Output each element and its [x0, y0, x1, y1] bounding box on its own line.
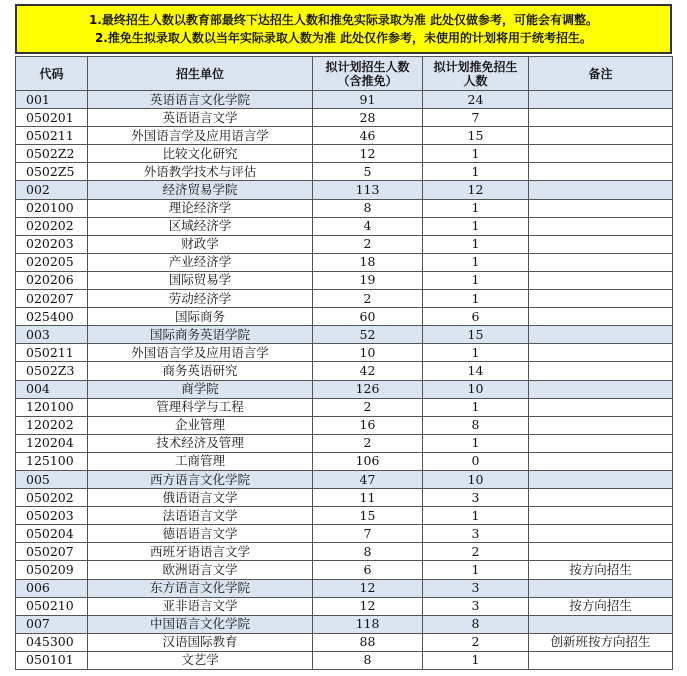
cell-code: 020206 — [16, 271, 88, 289]
cell-note: 按方向招生 — [529, 597, 673, 615]
cell-unit: 英语语言文学 — [88, 109, 313, 127]
cell-note — [529, 489, 673, 507]
cell-exempt: 1 — [423, 434, 529, 452]
cell-plan: 42 — [313, 362, 423, 380]
cell-code: 050204 — [16, 525, 88, 543]
cell-exempt: 2 — [423, 543, 529, 561]
cell-code: 050211 — [16, 127, 88, 145]
department-row — [16, 181, 673, 199]
cell-note — [529, 91, 673, 109]
cell-code: 020100 — [16, 199, 88, 217]
cell-plan: 8 — [313, 199, 423, 217]
cell-plan: 12 — [313, 597, 423, 615]
cell-code: 050211 — [16, 344, 88, 362]
cell-plan: 8 — [313, 543, 423, 561]
cell-unit: 管理科学与工程 — [88, 398, 313, 416]
cell-exempt: 24 — [423, 91, 529, 109]
header-unit: 招生单位 — [88, 57, 313, 91]
cell-plan: 2 — [313, 398, 423, 416]
cell-unit: 汉语国际教育 — [88, 633, 313, 651]
cell-plan: 12 — [313, 579, 423, 597]
cell-exempt: 1 — [423, 235, 529, 253]
cell-exempt: 1 — [423, 217, 529, 235]
table-row — [16, 434, 673, 452]
cell-code: 0502Z5 — [16, 163, 88, 181]
cell-plan: 10 — [313, 344, 423, 362]
cell-unit: 外国语言学及应用语言学 — [88, 344, 313, 362]
cell-code: 0502Z3 — [16, 362, 88, 380]
cell-unit: 中国语言文化学院 — [88, 615, 313, 633]
cell-exempt: 1 — [423, 561, 529, 579]
header-exempt — [423, 57, 529, 91]
cell-note — [529, 253, 673, 271]
cell-plan: 7 — [313, 525, 423, 543]
table-row — [16, 344, 673, 362]
cell-plan: 5 — [313, 163, 423, 181]
cell-exempt: 15 — [423, 127, 529, 145]
cell-plan: 15 — [313, 507, 423, 525]
cell-code: 050101 — [16, 651, 88, 669]
header-exempt-text: 拟计划推免招生 人数 — [433, 59, 518, 88]
cell-exempt: 8 — [423, 615, 529, 633]
cell-unit: 产业经济学 — [88, 253, 313, 271]
department-row — [16, 470, 673, 488]
cell-unit: 德语语言文学 — [88, 525, 313, 543]
cell-note — [529, 344, 673, 362]
cell-plan: 2 — [313, 235, 423, 253]
cell-unit: 法语语言文学 — [88, 507, 313, 525]
cell-plan: 6 — [313, 561, 423, 579]
cell-exempt: 3 — [423, 597, 529, 615]
cell-code: 050209 — [16, 561, 88, 579]
cell-unit: 西班牙语语言文学 — [88, 543, 313, 561]
table-header-row — [16, 57, 673, 91]
cell-plan: 118 — [313, 615, 423, 633]
cell-exempt: 10 — [423, 470, 529, 488]
cell-plan: 46 — [313, 127, 423, 145]
notice-line-1: 1.最终招生人数以教育部最终下达招生人数和推免实际录取为准 此处仅做参考，可能会有调整。 — [88, 13, 599, 27]
cell-plan: 4 — [313, 217, 423, 235]
cell-code: 050203 — [16, 507, 88, 525]
table-row — [16, 507, 673, 525]
cell-plan: 11 — [313, 489, 423, 507]
cell-note — [529, 507, 673, 525]
table-row — [16, 651, 673, 669]
cell-plan: 126 — [313, 380, 423, 398]
table-row — [16, 489, 673, 507]
cell-note — [529, 290, 673, 308]
cell-unit: 西方语言文化学院 — [88, 470, 313, 488]
cell-note — [529, 416, 673, 434]
enrollment-table — [15, 56, 673, 670]
cell-note — [529, 434, 673, 452]
cell-code: 050201 — [16, 109, 88, 127]
header-plan — [313, 57, 423, 91]
cell-plan: 2 — [313, 434, 423, 452]
table-row — [16, 290, 673, 308]
notice-banner — [15, 4, 672, 54]
cell-exempt: 1 — [423, 271, 529, 289]
cell-exempt: 0 — [423, 452, 529, 470]
cell-unit: 商学院 — [88, 380, 313, 398]
cell-note — [529, 543, 673, 561]
cell-unit: 工商管理 — [88, 452, 313, 470]
table-row — [16, 416, 673, 434]
table-row — [16, 235, 673, 253]
cell-exempt: 1 — [423, 507, 529, 525]
table-row — [16, 217, 673, 235]
cell-unit: 比较文化研究 — [88, 145, 313, 163]
cell-note: 创新班按方向招生 — [529, 633, 673, 651]
cell-plan: 106 — [313, 452, 423, 470]
cell-note — [529, 145, 673, 163]
cell-note — [529, 579, 673, 597]
cell-note — [529, 271, 673, 289]
cell-plan: 28 — [313, 109, 423, 127]
cell-unit: 经济贸易学院 — [88, 181, 313, 199]
department-row — [16, 615, 673, 633]
cell-exempt: 3 — [423, 579, 529, 597]
department-row — [16, 91, 673, 109]
cell-code: 050202 — [16, 489, 88, 507]
cell-code: 001 — [16, 91, 88, 109]
cell-note — [529, 615, 673, 633]
table-row — [16, 561, 673, 579]
cell-note — [529, 651, 673, 669]
cell-exempt: 14 — [423, 362, 529, 380]
cell-exempt: 8 — [423, 416, 529, 434]
cell-unit: 文艺学 — [88, 651, 313, 669]
cell-exempt: 1 — [423, 398, 529, 416]
table-row — [16, 145, 673, 163]
cell-code: 020207 — [16, 290, 88, 308]
cell-note — [529, 525, 673, 543]
cell-note — [529, 308, 673, 326]
cell-code: 020203 — [16, 235, 88, 253]
cell-plan: 113 — [313, 181, 423, 199]
cell-unit: 技术经济及管理 — [88, 434, 313, 452]
cell-exempt: 1 — [423, 290, 529, 308]
cell-unit: 外语教学技术与评估 — [88, 163, 313, 181]
cell-code: 004 — [16, 380, 88, 398]
table-row — [16, 633, 673, 651]
table-row — [16, 271, 673, 289]
cell-code: 120100 — [16, 398, 88, 416]
table-row — [16, 597, 673, 615]
cell-note — [529, 199, 673, 217]
cell-plan: 8 — [313, 651, 423, 669]
cell-exempt: 3 — [423, 489, 529, 507]
header-plan-text: 拟计划招生人数 （含推免） — [325, 59, 410, 88]
header-note: 备注 — [529, 57, 673, 91]
table-row — [16, 362, 673, 380]
cell-code: 020205 — [16, 253, 88, 271]
cell-note — [529, 217, 673, 235]
cell-plan: 19 — [313, 271, 423, 289]
cell-exempt: 1 — [423, 253, 529, 271]
cell-code: 007 — [16, 615, 88, 633]
cell-code: 120202 — [16, 416, 88, 434]
cell-plan: 12 — [313, 145, 423, 163]
table-row — [16, 253, 673, 271]
cell-code: 120204 — [16, 434, 88, 452]
cell-exempt: 1 — [423, 344, 529, 362]
cell-unit: 理论经济学 — [88, 199, 313, 217]
cell-unit: 国际商务英语学院 — [88, 326, 313, 344]
cell-plan: 18 — [313, 253, 423, 271]
table-row — [16, 127, 673, 145]
cell-plan: 2 — [313, 290, 423, 308]
cell-exempt: 3 — [423, 525, 529, 543]
table-row — [16, 452, 673, 470]
cell-note — [529, 181, 673, 199]
cell-exempt: 1 — [423, 651, 529, 669]
cell-unit: 财政学 — [88, 235, 313, 253]
cell-unit: 国际商务 — [88, 308, 313, 326]
cell-exempt: 7 — [423, 109, 529, 127]
cell-code: 020202 — [16, 217, 88, 235]
cell-code: 050207 — [16, 543, 88, 561]
cell-code: 025400 — [16, 308, 88, 326]
cell-note — [529, 452, 673, 470]
cell-note — [529, 235, 673, 253]
table-row — [16, 398, 673, 416]
cell-exempt: 10 — [423, 380, 529, 398]
cell-exempt: 1 — [423, 145, 529, 163]
table-body — [16, 91, 673, 670]
cell-note — [529, 163, 673, 181]
cell-unit: 劳动经济学 — [88, 290, 313, 308]
cell-plan: 16 — [313, 416, 423, 434]
cell-note — [529, 362, 673, 380]
cell-exempt: 1 — [423, 163, 529, 181]
cell-code: 045300 — [16, 633, 88, 651]
cell-unit: 俄语语言文学 — [88, 489, 313, 507]
cell-exempt: 2 — [423, 633, 529, 651]
table-row — [16, 199, 673, 217]
cell-code: 050210 — [16, 597, 88, 615]
cell-exempt: 15 — [423, 326, 529, 344]
cell-unit: 商务英语研究 — [88, 362, 313, 380]
cell-plan: 47 — [313, 470, 423, 488]
cell-note — [529, 398, 673, 416]
cell-unit: 东方语言文化学院 — [88, 579, 313, 597]
cell-exempt: 12 — [423, 181, 529, 199]
cell-note: 按方向招生 — [529, 561, 673, 579]
department-row — [16, 326, 673, 344]
table-row — [16, 109, 673, 127]
cell-code: 005 — [16, 470, 88, 488]
cell-unit: 企业管理 — [88, 416, 313, 434]
cell-note — [529, 470, 673, 488]
table-row — [16, 308, 673, 326]
cell-code: 0502Z2 — [16, 145, 88, 163]
cell-exempt: 6 — [423, 308, 529, 326]
cell-plan: 91 — [313, 91, 423, 109]
notice-line-2: 2.推免生拟录取人数以当年实际录取人数为准 此处仅作参考，未使用的计划将用于统考招生。 — [94, 31, 593, 45]
cell-unit: 英语语言文化学院 — [88, 91, 313, 109]
table-row — [16, 543, 673, 561]
cell-code: 002 — [16, 181, 88, 199]
table-row — [16, 163, 673, 181]
cell-note — [529, 380, 673, 398]
cell-unit: 区域经济学 — [88, 217, 313, 235]
cell-note — [529, 326, 673, 344]
cell-code: 006 — [16, 579, 88, 597]
cell-plan: 88 — [313, 633, 423, 651]
cell-code: 125100 — [16, 452, 88, 470]
cell-note — [529, 127, 673, 145]
cell-unit: 欧洲语言文学 — [88, 561, 313, 579]
cell-unit: 亚非语言文学 — [88, 597, 313, 615]
cell-note — [529, 109, 673, 127]
cell-plan: 52 — [313, 326, 423, 344]
cell-exempt: 1 — [423, 199, 529, 217]
header-code: 代码 — [16, 57, 88, 91]
cell-unit: 国际贸易学 — [88, 271, 313, 289]
department-row — [16, 380, 673, 398]
cell-code: 003 — [16, 326, 88, 344]
cell-unit: 外国语言学及应用语言学 — [88, 127, 313, 145]
table-row — [16, 525, 673, 543]
department-row — [16, 579, 673, 597]
cell-plan: 60 — [313, 308, 423, 326]
